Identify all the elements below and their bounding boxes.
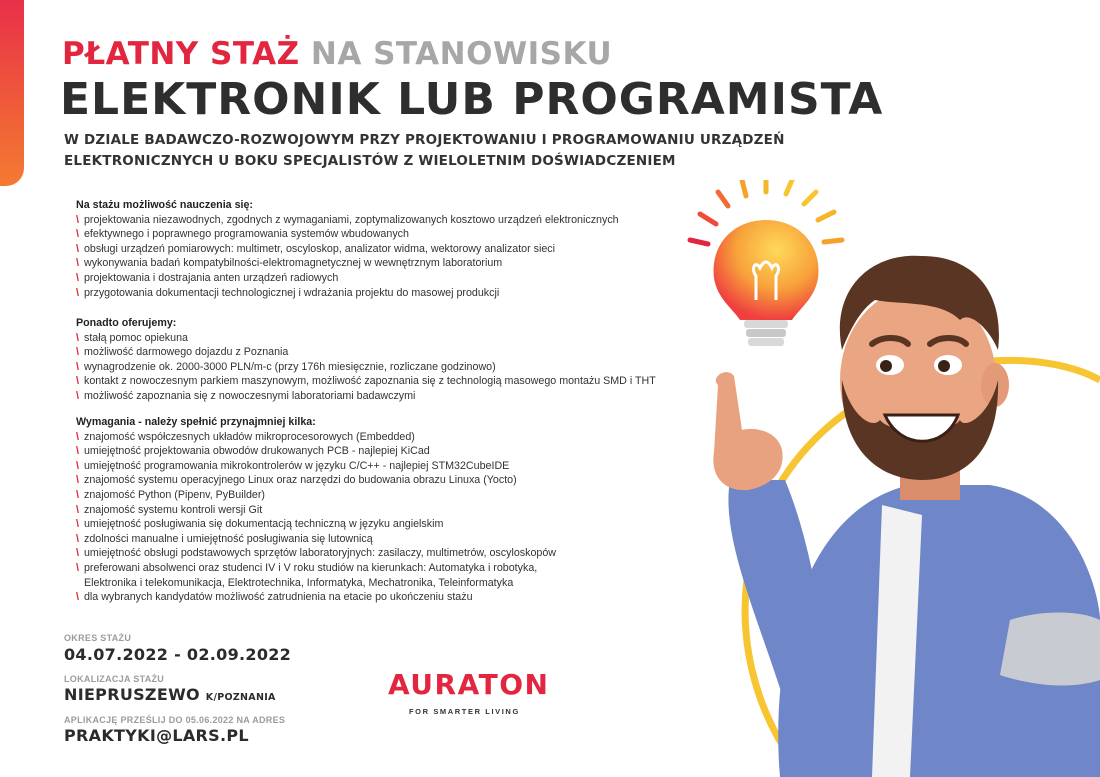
bullet-icon: \	[76, 375, 79, 388]
list-item: \ znajomość Python (Pipenv, PyBuilder)	[76, 488, 265, 501]
lightbulb-icon	[714, 220, 819, 320]
section-requirements-list	[76, 430, 556, 605]
list-item: \ efektywnego i poprawnego programowania systemów wbudowanych	[76, 228, 409, 241]
list-item: \ znajomość systemu kontroli wersji Git	[76, 503, 263, 516]
list-item: \ stałą pomoc opiekuna	[76, 331, 188, 344]
bullet-icon: \	[76, 459, 79, 472]
section-offer-heading: Ponadto oferujemy:	[76, 317, 177, 329]
bullet-icon: \	[76, 503, 79, 516]
subtitle-line-1: W DZIALE BADAWCZO-ROZWOJOWYM PRZY PROJEKTOWANIU I PROGRAMOWANIU URZĄDZEŃ	[64, 132, 785, 148]
list-item: \ przygotowania dokumentacji technologicznej i wdrażania projektu do masowej produkcji	[76, 286, 500, 299]
eye-left	[880, 360, 892, 372]
bullet-icon: \	[76, 430, 79, 443]
bullet-icon: \	[76, 445, 79, 458]
location-label: LOKALIZACJA STAŻU	[64, 674, 165, 684]
title-paid-internship: PŁATNY STAŻ	[62, 36, 300, 72]
list-item: \ wynagrodzenie ok. 2000-3000 PLN/m-c (przy 176h miesięcznie, rozliczane godzinowo)	[76, 360, 496, 373]
bullet-icon: \	[76, 360, 79, 373]
section-learn	[76, 198, 619, 300]
bullet-icon: \	[76, 242, 79, 255]
bullet-icon: \	[76, 389, 79, 402]
section-offer-list	[76, 331, 656, 404]
period-label: OKRES STAŻU	[64, 633, 132, 643]
section-learn-heading: Na stażu możliwość nauczenia się:	[76, 199, 253, 211]
bullet-icon: \	[76, 488, 79, 501]
title-position: NA STANOWISKU	[310, 36, 613, 72]
section-requirements-heading: Wymagania - należy spełnić przynajmniej kilka:	[76, 416, 316, 428]
bullet-icon: \	[76, 591, 79, 604]
location-suffix: K/POZNANIA	[205, 692, 276, 703]
list-item: \ możliwość darmowego dojazdu z Poznania	[76, 346, 289, 359]
location-city: NIEPRUSZEWO	[64, 685, 200, 704]
list-item: \ znajomość systemu operacyjnego Linux oraz narzędzi do budowania obrazu Linuxa (Yocto)	[76, 474, 517, 487]
list-item-continuation: Elektronika i telekomunikacja, Elektrotechnika, Informatyka, Mechatronika, Teleinformatyka	[84, 576, 514, 589]
title-line-1	[62, 36, 612, 72]
bullet-icon: \	[76, 547, 79, 560]
list-item: \ umiejętność programowania mikrokontrolerów w języku C/C++ - najlepiej STM32CubeIDE	[76, 459, 510, 472]
list-item: \ umiejętność posługiwania się dokumentacją techniczną w języku angielskim	[76, 518, 444, 531]
man-with-lightbulb-illustration	[660, 180, 1100, 777]
sleeve-cuff	[1000, 613, 1100, 686]
list-item: \ wykonywania badań kompatybilności-elektromagnetycznej w wewnętrznym laboratorium	[76, 257, 503, 270]
bullet-icon: \	[76, 518, 79, 531]
bullet-icon: \	[76, 532, 79, 545]
bullet-icon: \	[76, 257, 79, 270]
section-requirements	[76, 415, 556, 605]
eye-right	[938, 360, 950, 372]
pointing-hand	[713, 372, 782, 490]
location-value	[64, 685, 276, 704]
apply-label: APLIKACJĘ PRZEŚLIJ DO 05.06.2022 NA ADRES	[64, 715, 286, 725]
apply-email[interactable]: PRAKTYKI@LARS.PL	[64, 726, 249, 745]
period-value: 04.07.2022 - 02.09.2022	[64, 645, 292, 664]
list-item: \ kontakt z nowoczesnym parkiem maszynowym, możliwość zapoznania się z technologią masowego montażu SMD i THT	[76, 375, 656, 388]
list-item: \ projektowania i dostrajania anten urządzeń radiowych	[76, 271, 339, 284]
list-item: \ projektowania niezawodnych, zgodnych z wymaganiami, zoptymalizowanych kosztowo urządzeń elektronicznych	[76, 213, 619, 226]
list-item: \ dla wybranych kandydatów możliwość zatrudnienia na etacie po ukończeniu stażu	[76, 591, 473, 604]
subtitle-line-2: ELEKTRONICZNYCH U BOKU SPECJALISTÓW Z WIELOLETNIM DOŚWIADCZENIEM	[64, 153, 676, 169]
bullet-icon: \	[76, 474, 79, 487]
list-item: \ umiejętność obsługi podstawowych sprzętów laboratoryjnych: zasilaczy, multimetrów, oscyloskopów	[76, 547, 557, 560]
page-title: ELEKTRONIK LUB PROGRAMISTA	[60, 74, 884, 125]
accent-bar	[0, 0, 24, 186]
subtitle	[64, 130, 864, 172]
list-item: \ preferowani absolwenci oraz studenci IV i V roku studiów na kierunkach: Automatyka i robotyka,	[76, 561, 538, 574]
list-item: \ umiejętność projektowania obwodów drukowanych PCB - najlepiej KiCad	[76, 445, 430, 458]
bullet-icon: \	[76, 271, 79, 284]
list-item: \ możliwość zapoznania się z nowoczesnymi laboratoriami badawczymi	[76, 389, 416, 402]
section-offer	[76, 316, 656, 404]
bullet-icon: \	[76, 286, 79, 299]
list-item: \ obsługi urządzeń pomiarowych: multimetr, oscyloskop, analizator widma, wektorowy analizator sieci	[76, 242, 556, 255]
bullet-icon: \	[76, 561, 79, 574]
auraton-logo: AURATON	[388, 668, 550, 701]
brand-tagline: FOR SMARTER LIVING	[409, 707, 520, 716]
bullet-icon: \	[76, 228, 79, 241]
list-item: \ zdolności manualne i umiejętność posługiwania się lutownicą	[76, 532, 373, 545]
bullet-icon: \	[76, 331, 79, 344]
list-item: \ znajomość współczesnych układów mikroprocesorowych (Embedded)	[76, 430, 415, 443]
bullet-icon: \	[76, 346, 79, 359]
section-learn-list	[76, 213, 619, 301]
bullet-icon: \	[76, 213, 79, 226]
